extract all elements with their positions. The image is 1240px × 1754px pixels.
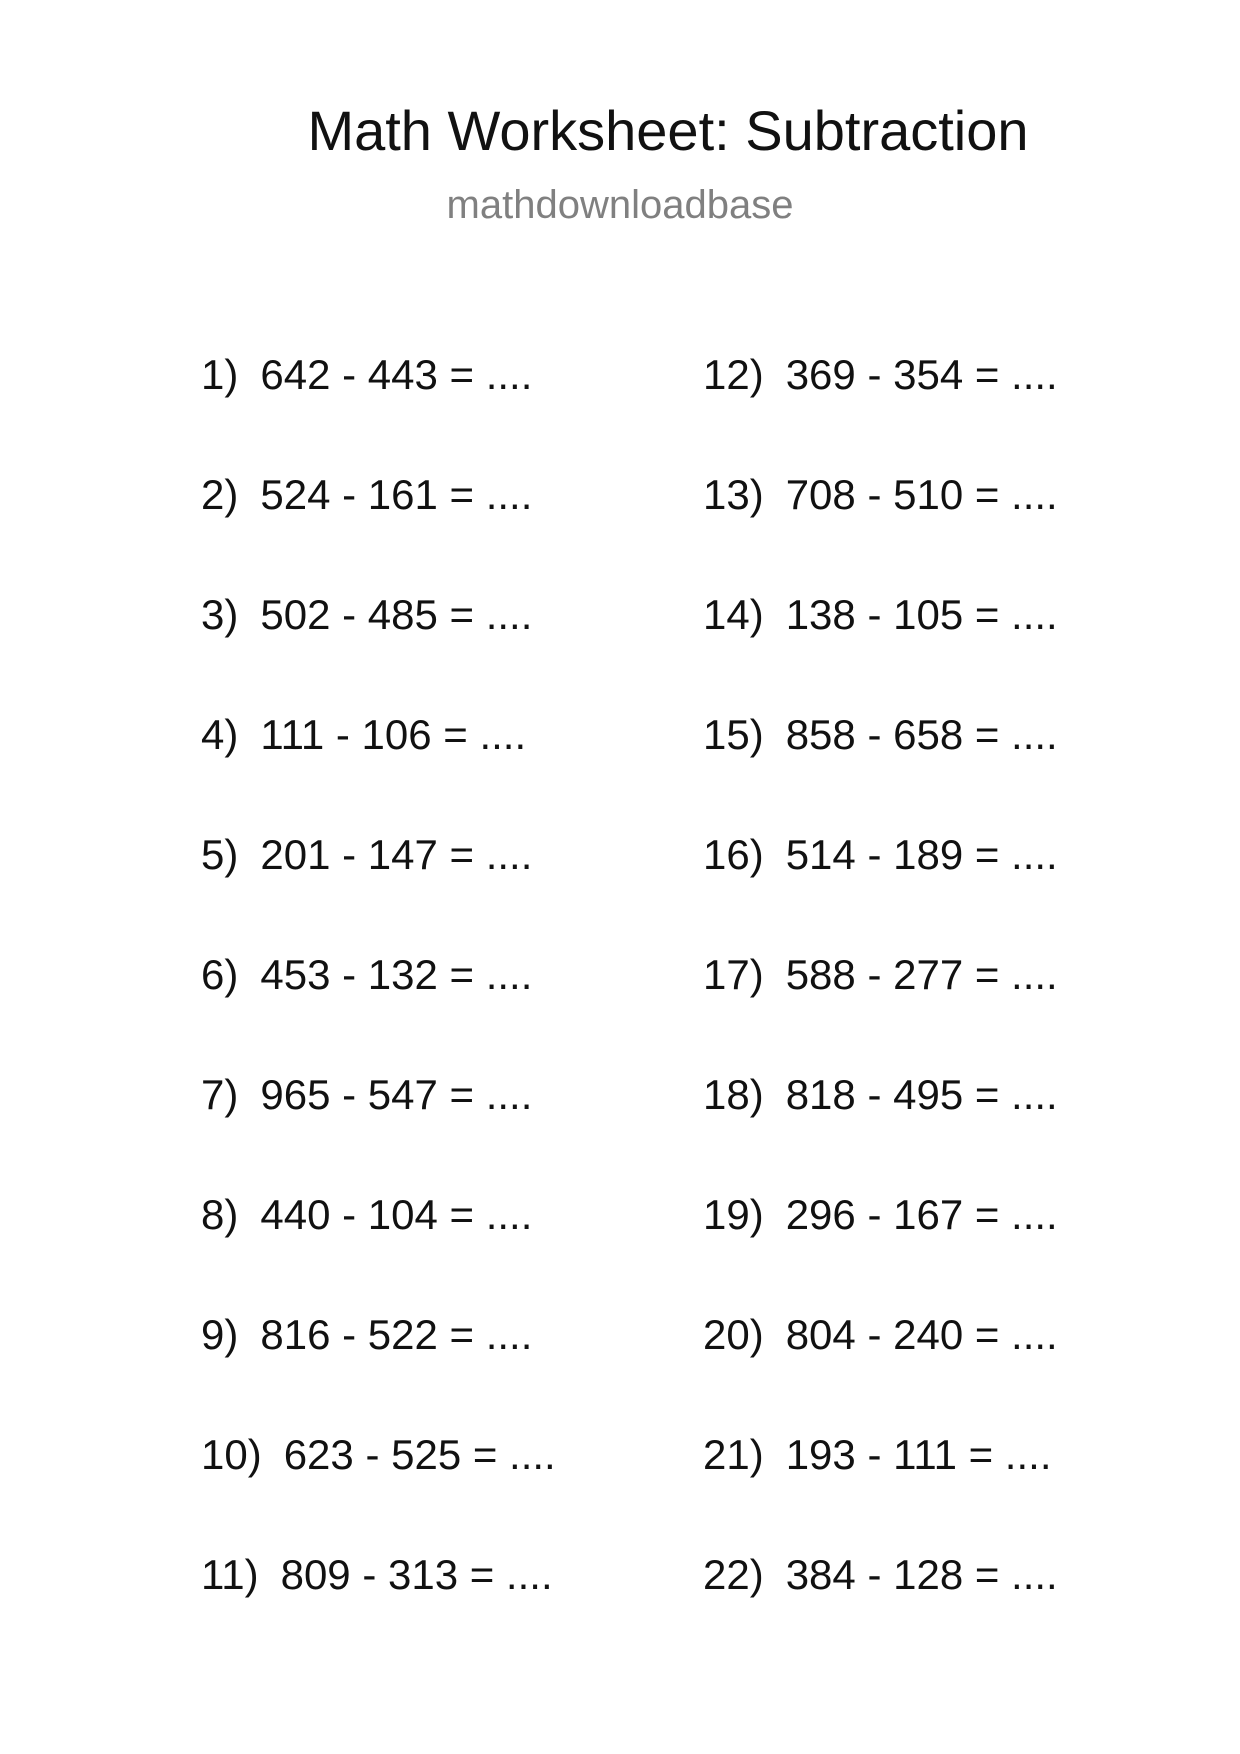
problem-item bbox=[201, 1551, 661, 1671]
problem-expression: 708 - 510 = .... bbox=[785, 471, 1058, 518]
problem-expression: 384 - 128 = .... bbox=[785, 1551, 1058, 1598]
problem-number: 7) bbox=[201, 1071, 239, 1118]
problem-number: 2) bbox=[201, 471, 239, 518]
problem-number: 12) bbox=[703, 351, 764, 398]
problem-item bbox=[703, 951, 1163, 1071]
problem-number: 18) bbox=[703, 1071, 764, 1118]
problem-number: 3) bbox=[201, 591, 239, 638]
problem-expression: 502 - 485 = .... bbox=[260, 591, 533, 638]
problem-expression: 858 - 658 = .... bbox=[785, 711, 1058, 758]
problem-number: 22) bbox=[703, 1551, 764, 1598]
problem-item bbox=[703, 831, 1163, 951]
problem-item bbox=[201, 831, 661, 951]
problem-item bbox=[703, 1191, 1163, 1311]
problem-number: 6) bbox=[201, 951, 239, 998]
problem-expression: 623 - 525 = .... bbox=[283, 1431, 556, 1478]
problem-expression: 642 - 443 = .... bbox=[260, 351, 533, 398]
problem-number: 11) bbox=[201, 1551, 259, 1598]
problem-number: 19) bbox=[703, 1191, 764, 1238]
problem-number: 17) bbox=[703, 951, 764, 998]
problem-item bbox=[201, 1311, 661, 1431]
problem-number: 20) bbox=[703, 1311, 764, 1358]
problem-number: 8) bbox=[201, 1191, 239, 1238]
problem-number: 9) bbox=[201, 1311, 239, 1358]
problem-expression: 809 - 313 = .... bbox=[280, 1551, 553, 1598]
problem-item bbox=[201, 1191, 661, 1311]
problem-expression: 453 - 132 = .... bbox=[260, 951, 533, 998]
problem-expression: 818 - 495 = .... bbox=[785, 1071, 1058, 1118]
problem-item bbox=[201, 951, 661, 1071]
problem-number: 1) bbox=[201, 351, 239, 398]
problem-number: 15) bbox=[703, 711, 764, 758]
problem-expression: 816 - 522 = .... bbox=[260, 1311, 533, 1358]
problem-item bbox=[201, 1071, 661, 1191]
problem-expression: 193 - 111 = .... bbox=[785, 1431, 1052, 1478]
problem-number: 5) bbox=[201, 831, 239, 878]
problem-number: 4) bbox=[201, 711, 239, 758]
problem-item bbox=[703, 1071, 1163, 1191]
problem-item bbox=[703, 1551, 1163, 1671]
problem-number: 13) bbox=[703, 471, 764, 518]
problem-item bbox=[703, 591, 1163, 711]
problem-item bbox=[703, 1311, 1163, 1431]
problem-expression: 804 - 240 = .... bbox=[785, 1311, 1058, 1358]
problem-number: 14) bbox=[703, 591, 764, 638]
problem-expression: 514 - 189 = .... bbox=[785, 831, 1058, 878]
problem-column-left bbox=[201, 351, 661, 1671]
problem-item bbox=[703, 1431, 1163, 1551]
problem-item bbox=[201, 591, 661, 711]
problem-item bbox=[201, 471, 661, 591]
problem-item bbox=[703, 471, 1163, 591]
problem-expression: 965 - 547 = .... bbox=[260, 1071, 533, 1118]
problem-item bbox=[703, 351, 1163, 471]
problem-number: 21) bbox=[703, 1431, 764, 1478]
problem-expression: 138 - 105 = .... bbox=[785, 591, 1058, 638]
problem-item bbox=[201, 1431, 661, 1551]
problem-expression: 111 - 106 = .... bbox=[260, 711, 527, 758]
problem-expression: 296 - 167 = .... bbox=[785, 1191, 1058, 1238]
problem-expression: 369 - 354 = .... bbox=[785, 351, 1058, 398]
page-title: Math Worksheet: Subtraction bbox=[307, 99, 1029, 162]
problem-column-right bbox=[703, 351, 1163, 1671]
problem-expression: 440 - 104 = .... bbox=[260, 1191, 533, 1238]
problem-item bbox=[703, 711, 1163, 831]
problem-number: 16) bbox=[703, 831, 764, 878]
problem-expression: 201 - 147 = .... bbox=[260, 831, 533, 878]
problem-item bbox=[201, 711, 661, 831]
problem-number: 10) bbox=[201, 1431, 262, 1478]
site-subtitle: mathdownloadbase bbox=[446, 183, 794, 227]
problem-item bbox=[201, 351, 661, 471]
problem-expression: 524 - 161 = .... bbox=[260, 471, 533, 518]
problem-expression: 588 - 277 = .... bbox=[785, 951, 1058, 998]
